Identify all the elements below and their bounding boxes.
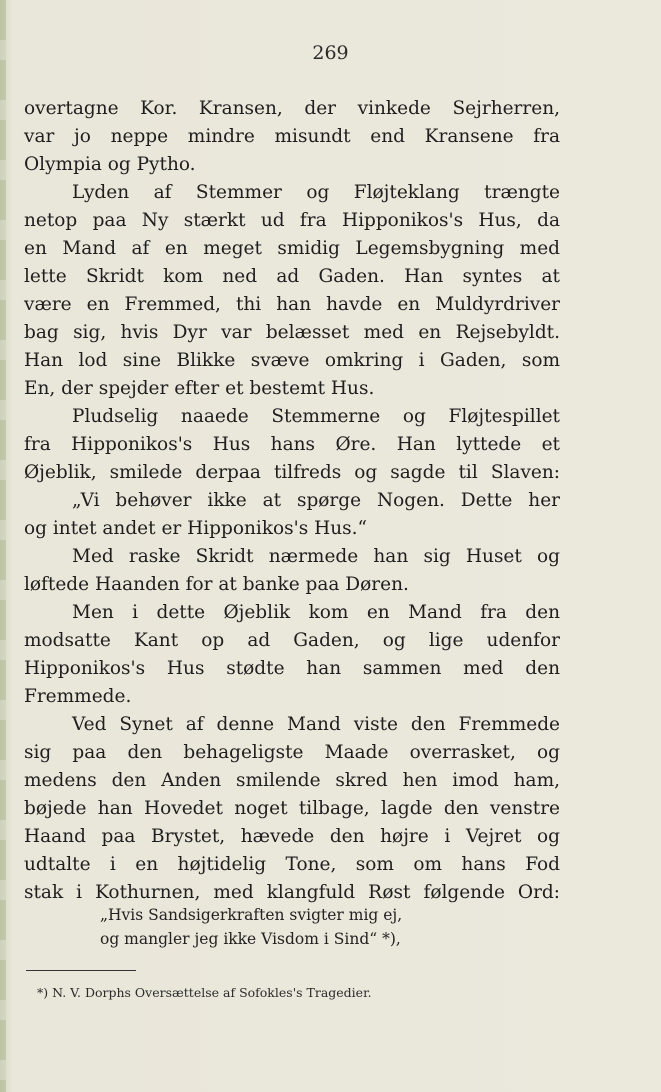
text-line: Øjeblik, smilede derpaa tilfreds og sagde til Slaven:: [24, 462, 560, 483]
text-line: og intet andet er Hipponikos's Hus.“: [24, 518, 367, 539]
text-line: Pludselig naaede Stemmerne og Fløjtespillet: [72, 406, 560, 427]
text-line: Han lod sine Blikke svæve omkring i Gaden, som: [24, 350, 560, 371]
text-line: lette Skridt kom ned ad Gaden. Han syntes at: [24, 266, 560, 287]
text-line: en Mand af en meget smidig Legemsbygning med: [24, 238, 560, 259]
text-line: Men i dette Øjeblik kom en Mand fra den: [72, 602, 560, 623]
text-line: netop paa Ny stærkt ud fra Hipponikos's Hus, da: [24, 210, 560, 231]
text-line: fra Hipponikos's Hus hans Øre. Han lyttede et: [24, 434, 560, 455]
footnote: *) N. V. Dorphs Oversættelse af Sofokles's Tragedier.: [37, 985, 372, 1000]
text-line: være en Fremmed, thi han havde en Muldyrdriver: [24, 294, 560, 315]
text-line: modsatte Kant op ad Gaden, og lige udenfor: [24, 630, 560, 651]
text-line: Fremmede.: [24, 686, 132, 707]
verse-line: og mangler jeg ikke Visdom i Sind“ *),: [100, 930, 401, 948]
body-text: [24, 95, 560, 907]
text-line: „Vi behøver ikke at spørge Nogen. Dette her: [72, 490, 560, 511]
page-number: 269: [312, 42, 349, 64]
text-line: Haand paa Brystet, hævede den højre i Vejret og: [24, 826, 560, 847]
text-line: medens den Anden smilende skred hen imod ham,: [24, 770, 560, 791]
text-line: sig paa den behageligste Maade overrasket, og: [24, 742, 560, 763]
text-line: stak i Kothurnen, med klangfuld Røst følgende Ord:: [24, 882, 560, 903]
text-line: bag sig, hvis Dyr var belæsset med en Rejsebyldt.: [24, 322, 560, 343]
text-line: Hipponikos's Hus stødte han sammen med den: [24, 658, 560, 679]
text-line: udtalte i en højtidelig Tone, som om hans Fod: [24, 854, 560, 875]
text-line: Med raske Skridt nærmede han sig Huset og: [72, 546, 560, 567]
text-line: Lyden af Stemmer og Fløjteklang trængte: [72, 182, 560, 203]
text-line: overtagne Kor. Kransen, der vinkede Sejrherren,: [24, 98, 560, 119]
verse-quote: [100, 903, 480, 951]
text-line: løftede Haanden for at banke paa Døren.: [24, 574, 409, 595]
text-line: En, der spejder efter et bestemt Hus.: [24, 378, 375, 399]
text-line: Ved Synet af denne Mand viste den Fremmede: [72, 714, 560, 735]
binding-edge: [0, 0, 6, 1092]
text-line: Olympia og Pytho.: [24, 154, 196, 175]
footnote-divider: [26, 970, 136, 971]
text-line: bøjede han Hovedet noget tilbage, lagde den venstre: [24, 798, 560, 819]
verse-line: „Hvis Sandsigerkraften svigter mig ej,: [100, 906, 403, 924]
text-line: var jo neppe mindre misundt end Kransene fra: [24, 126, 560, 147]
